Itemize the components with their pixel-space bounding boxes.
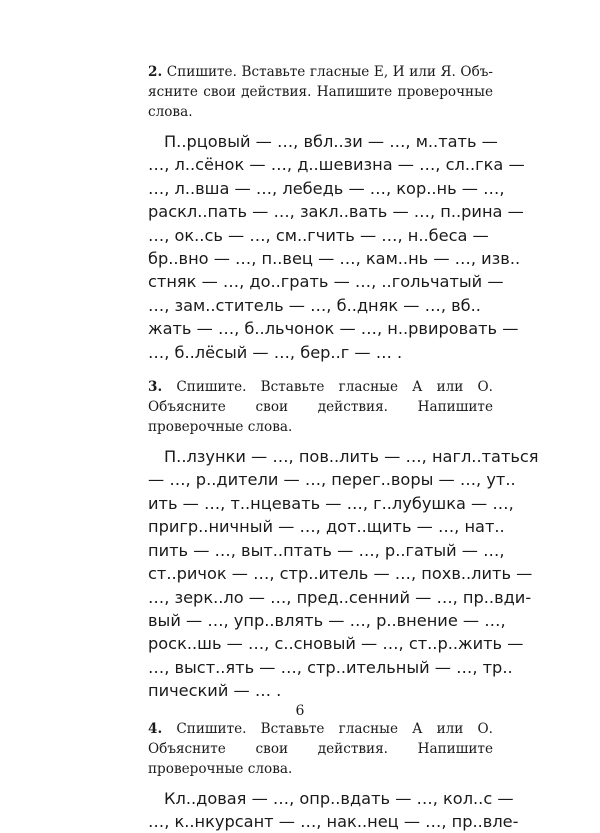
task-instruction-line: ясните свои действия. Напишите проверочные слова. [148,84,493,120]
exercise-line: ст..ричок — …, стр..итель — …, похв..лить — [148,564,533,584]
task-number: 2. [148,64,163,80]
exercise-line: бр..вно — …, п..вец — …, кам..нь — …, изв.. [148,249,521,269]
task-3-block [148,377,539,702]
page-number: 6 [295,703,305,719]
exercise-line: роск..шь — …, с..сновый — …, ст..р..жить — [148,634,524,654]
exercise-line: П..лзунки — …, пов..лить — …, нагл..таться [164,447,539,467]
task-heading [148,62,493,122]
exercise-line: …, выст..ять — …, стр..ительный — …, тр.. [148,657,513,677]
exercise-line: — …, р..дители — …, перег..воры — …, ут.. [148,470,516,490]
exercise-line: …, зам..ститель — …, б..дняк — …, вб.. [148,295,481,315]
task-2-block [148,62,525,364]
exercise-line: вый — …, упр..влять — …, р..внение — …, [148,610,506,630]
exercise-line: …, к..нкурсант — …, нак..нец — …, пр..вле- [148,811,519,831]
task-heading [148,377,493,437]
task-instruction-line: свои действия. Напишите проверочные слова. [148,399,493,436]
exercise-line: жать — …, б..льчонок — …, н..рвировать — [148,319,519,339]
exercise-line: пить — …, выт..птать — …, р..гатый — …, [148,540,505,560]
exercise-line: раскл..пать — …, закл..вать — …, п..рина — [148,202,524,222]
task-instruction-line: свои действия. Напишите проверочные слова. [148,740,493,777]
task-number: 4. [148,720,163,737]
exercise-line: Кл..довая — …, опр..вдать — …, кол..с — [164,788,514,808]
exercise-line: …, л..сёнок — …, д..шевизна — …, сл..гка — [148,155,525,175]
exercise-line: ить — …, т..нцевать — …, г..лубушка — …, [148,493,514,513]
exercise-line: пригр..ничный — …, дот..щить — …, нат.. [148,517,505,537]
exercise-line: П..рцовый — …, вбл..зи — …, м..тать — [164,132,498,151]
exercise-line: стняк — …, до..грать — …, ..гольчатый — [148,272,504,292]
task-instruction-line: Спишите. Вставьте гласные А или О. Объясните [148,720,493,757]
task-number: 3. [148,379,163,396]
exercise-line: …, б..лёсый — …, бер..г — … . [148,342,403,362]
task-exercise-text [148,445,539,702]
exercise-line: …, зерк..ло — …, пред..сенний — …, пр..вди- [148,587,532,607]
task-heading [148,719,493,779]
task-instruction-line: Спишите. Вставьте гласные А или О. Объясните [148,379,493,416]
task-4-block [148,719,519,833]
exercise-line: …, ок..сь — …, см..гчить — …, н..беса — [148,225,489,245]
task-exercise-text [148,787,519,833]
exercise-line: …, л..вша — …, лебедь — …, кор..нь — …, [148,178,505,198]
task-exercise-text [148,130,525,364]
exercise-line: пический — … . [148,681,282,701]
task-instruction-line: Спишите. Вставьте гласные Е, И или Я. Объ- [166,64,493,80]
